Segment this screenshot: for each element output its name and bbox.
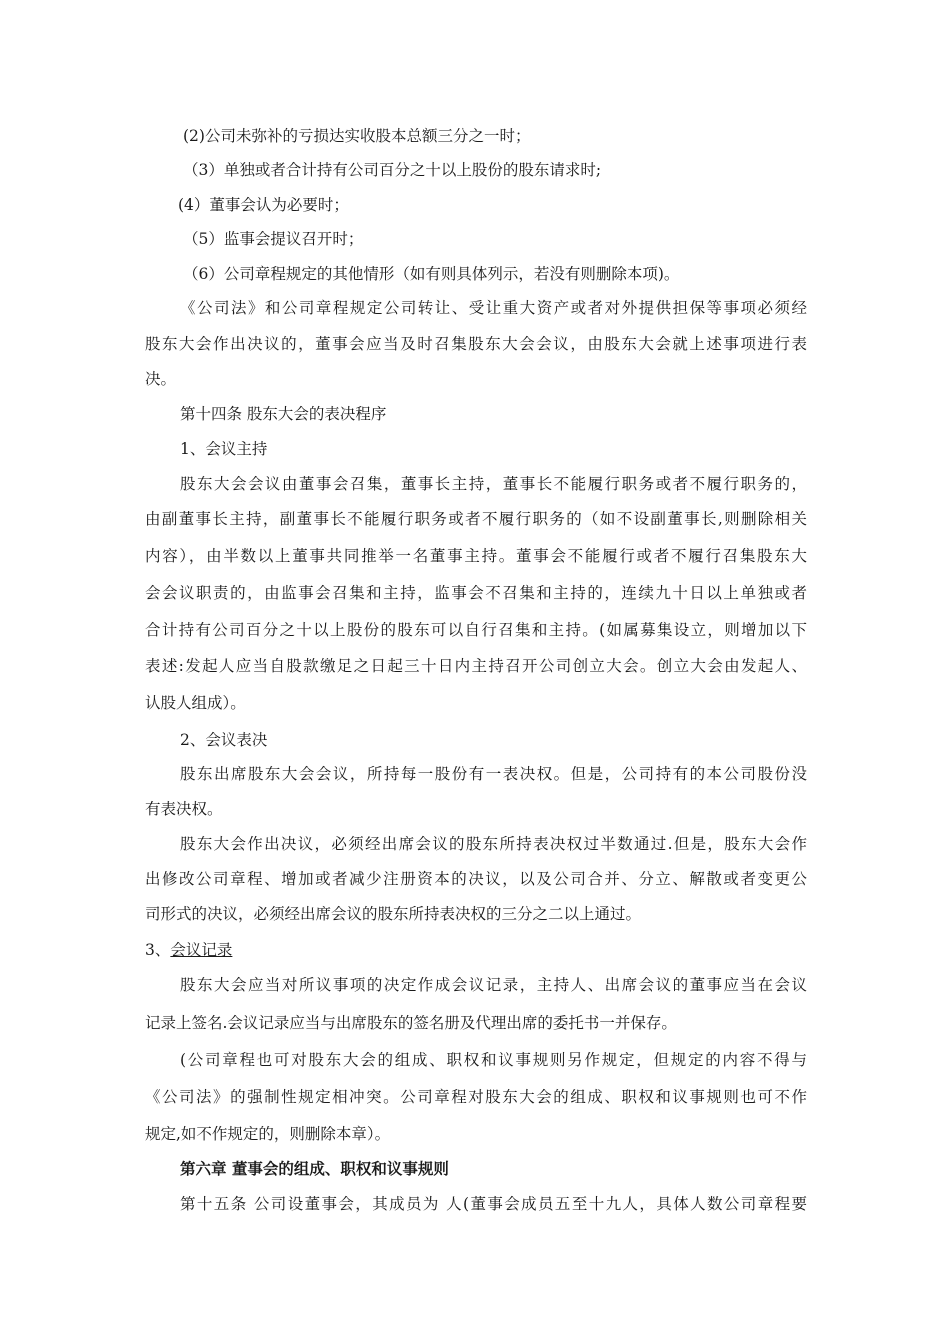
list-item-5: （5）监事会提议召开时； — [183, 230, 364, 248]
article-15-line: 第十五条 公司设董事会，其成员为 人(董事会成员五至十九人，具体人数公司章程要 — [180, 1195, 807, 1213]
paragraph-line: 股东大会作出决议的，董事会应当及时召集股东大会会议，由股东大会就上述事项进行表 — [145, 335, 807, 353]
section-2-title: 2、会议表决 — [180, 731, 268, 749]
paragraph-line: 记录上签名.会议记录应当与出席股东的签名册及代理出席的委托书一并保存。 — [145, 1014, 677, 1032]
paragraph-line: 出修改公司章程、增加或者减少注册资本的决议，以及公司合并、分立、解散或者变更公 — [145, 870, 807, 888]
paragraph-line: 有表决权。 — [145, 800, 223, 818]
section-3-label: 会议记录 — [170, 941, 233, 959]
paragraph-line: 股东大会应当对所议事项的决定作成会议记录，主持人、出席会议的董事应当在会议 — [180, 976, 807, 994]
paragraph-line: 会会议职责的，由监事会召集和主持，监事会不召集和主持的，连续九十日以上单独或者 — [145, 584, 807, 602]
list-item-4: (4）董事会认为必要时； — [178, 196, 349, 214]
paragraph-line: 股东大会会议由董事会召集，董事长主持，董事长不能履行职务或者不履行职务的， — [180, 475, 807, 493]
paragraph-line: 《公司法》的强制性规定相冲突。公司章程对股东大会的组成、职权和议事规则也可不作 — [145, 1088, 807, 1106]
paragraph-line: 内容），由半数以上董事共同推举一名董事主持。董事会不能履行或者不履行召集股东大 — [145, 547, 807, 565]
article-14-title: 第十四条 股东大会的表决程序 — [180, 405, 387, 423]
paragraph-line: 《公司法》和公司章程规定公司转让、受让重大资产或者对外提供担保等事项必须经 — [180, 299, 807, 317]
list-item-2: (2)公司未弥补的亏损达实收股本总额三分之一时； — [183, 127, 531, 145]
paragraph-line: 规定,如不作规定的，则删除本章）。 — [145, 1125, 391, 1143]
section-3-number: 3、 — [145, 941, 171, 959]
paragraph-line: 股东大会作出决议，必须经出席会议的股东所持表决权过半数通过.但是，股东大会作 — [180, 835, 807, 853]
list-item-6: （6）公司章程规定的其他情形（如有则具体列示，若没有则删除本项)。 — [183, 265, 680, 283]
section-3-title — [145, 940, 232, 960]
paragraph-line: (公司章程也可对股东大会的组成、职权和议事规则另作规定，但规定的内容不得与 — [180, 1051, 807, 1069]
paragraph-line: 决。 — [145, 370, 177, 388]
section-1-title: 1、会议主持 — [180, 440, 268, 458]
list-item-3: （3）单独或者合计持有公司百分之十以上股份的股东请求时; — [183, 161, 602, 179]
paragraph-line: 认股人组成）。 — [145, 694, 246, 712]
chapter-6-title: 第六章 董事会的组成、职权和议事规则 — [180, 1159, 449, 1178]
paragraph-line: 股东出席股东大会会议，所持每一股份有一表决权。但是，公司持有的本公司股份没 — [180, 765, 807, 783]
paragraph-line: 司形式的决议，必须经出席会议的股东所持表决权的三分之二以上通过。 — [145, 905, 642, 923]
paragraph-line: 由副董事长主持，副董事长不能履行职务或者不履行职务的（如不设副董事长,则删除相关 — [145, 510, 807, 528]
paragraph-line: 合计持有公司百分之十以上股份的股东可以自行召集和主持。(如属募集设立，则增加以下 — [145, 621, 807, 639]
paragraph-line: 表述:发起人应当自股款缴足之日起三十日内主持召开公司创立大会。创立大会由发起人、 — [145, 657, 807, 675]
